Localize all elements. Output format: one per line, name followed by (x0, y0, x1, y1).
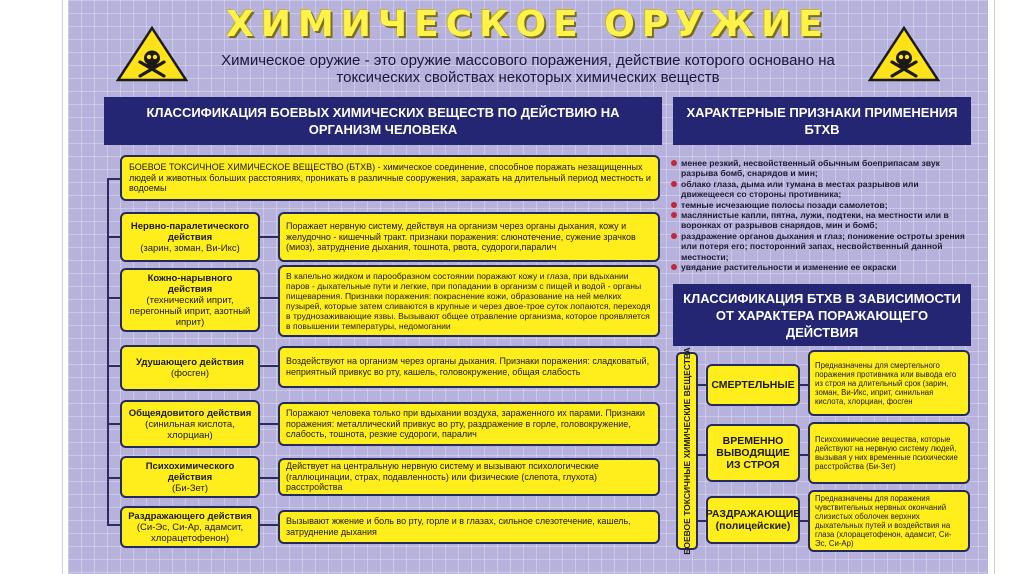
bullet-icon (671, 202, 677, 208)
sign-text: раздражение органов дыхания и глаз; понижение остроты зрения или потеря его; посторонний запах, несвойственный данной местности; (681, 230, 965, 262)
agent-name: Психохимического действия (145, 460, 235, 483)
tree-branch-line (107, 297, 120, 299)
list-item (671, 179, 971, 200)
signs-header: ХАРАКТЕРНЫЕ ПРИЗНАКИ ПРИМЕНЕНИЯ БТХВ (673, 97, 971, 145)
tree-branch-line (107, 178, 120, 180)
agent-examples: (Би-Зет) (171, 482, 209, 494)
bullet-icon (671, 233, 677, 239)
category-connector-line (800, 384, 808, 386)
agent-label-irritant (120, 506, 260, 548)
tree-branch-line (107, 477, 120, 479)
skull-hazard-icon (868, 26, 940, 82)
agent-examples: (фосген) (171, 368, 209, 379)
list-item (671, 158, 971, 179)
category-description-irritant: Предназначены для поражения чувствительных нервных окончаний слизистых оболочек верхних дыхательных путей и воздействия на глаза (хлорацетофенон, адамсит, Си-Эс, Си-Ар) (808, 490, 970, 552)
category-description-lethal: Предназначены для смертельного поражения противника или вывода его из строя на длительный срок (зарин, зоман, Ви-Икс, иприт, синильная кислота, хлорциан, фосген (808, 350, 970, 416)
list-item (671, 210, 971, 231)
agent-examples: (зарин, зоман, Ви-Икс) (140, 242, 240, 254)
agent-connector-line (260, 423, 278, 425)
agent-examples: (Си-Эс, Си-Ар, адамсит, хлорацетофенон) (136, 521, 244, 544)
agent-label-psycho (120, 456, 260, 498)
sign-text: увядание растительности и изменение ее окраски (681, 262, 897, 273)
category-connector-line (800, 520, 808, 522)
category-lethal: СМЕРТЕЛЬНЫЕ (706, 364, 800, 406)
sign-text: темные исчезающие полосы позади самолетов; (681, 199, 888, 210)
poster-subtitle: Химическое оружие - это оружие массового поражения, действие которого основано на токсических свойствах некоторых химических веществ (221, 52, 835, 86)
list-item (671, 200, 971, 210)
tree-branch-line (107, 236, 120, 238)
agent-examples: (синильная кислота, хлорциан) (145, 418, 235, 441)
tree-branch-line (107, 423, 120, 425)
sign-text: маслянистые капли, пятна, лужи, подтеки, на местности или в воронках от разрывов снарядов, мин и бомб; (681, 210, 949, 231)
bullet-icon (671, 212, 677, 218)
skull-hazard-icon (116, 26, 188, 82)
bullet-icon (671, 264, 677, 270)
category-description-incapacitating: Психохимические вещества, которые действуют на нервную систему людей, вызывая у них временные психические расстройства (Би-Зет) (808, 422, 970, 484)
sign-text: облако глаза, дыма или тумана в местах разрывов или движещееся со стороны противника; (681, 178, 919, 200)
agent-examples: (технический иприт, перегонный иприт, азотный иприт) (129, 294, 251, 328)
poster-title: ХИМИЧЕСКОЕ ОРУЖИЕ (226, 4, 830, 45)
agent-name: Нервно-паралетического действия (130, 220, 250, 243)
agent-description-irritant: Вызывают жжение и боль во рту, горле и в глазах, сильное слезотечение, кашель, затруднение дыхания (278, 510, 660, 544)
agent-label-blister (120, 268, 260, 332)
poster (68, 0, 988, 574)
vertical-label: БОЕВОЕ ТОКСИЧНЫЕ ХИМИЧЕСКИЕ ВЕЩЕСТВА (682, 347, 692, 555)
slide-left-border (62, 0, 63, 574)
agent-description-psycho: Действует на центральную нервную систему и вызывают психологические (галлюцинации, страх, подавленность) или физические (слепота, глухота) расстройства (278, 458, 660, 496)
agent-name: Кожно-нарывного действия (147, 272, 233, 295)
tree-branch-line (107, 524, 120, 526)
category-incapacitating: ВРЕМЕННО ВЫВОДЯЩИЕ ИЗ СТРОЯ (706, 424, 800, 482)
tree-branch-line (107, 365, 120, 367)
agent-description-choking: Воздействуют на организм через органы дыхания. Признаки поражения: сладковатый, неприятный привкус во рту, кашель, головокружение, общая слабость (278, 346, 660, 388)
agent-name: Раздражающего действия (128, 510, 252, 522)
agent-description-blood: Поражают человека только при вдыхании воздуха, зараженного их парами. Признаки поражения: металлический привкус во рту, раздражение в горле, головокружение, слабость, тошнота, резкие судороги, паралич (278, 402, 660, 446)
sign-text: менее резкий, несвойственный обычным боеприпасам звук разрыва бомб, снарядов и мин; (681, 158, 940, 179)
list-item (671, 231, 971, 262)
slide-right-border (994, 0, 995, 574)
agent-label-nerve (120, 212, 260, 262)
agent-connector-line (260, 477, 278, 479)
category-irritant: РАЗДРАЖАЮЩИЕ (полицейские) (706, 496, 800, 544)
agent-connector-line (260, 524, 278, 526)
agent-connector-line (260, 297, 278, 299)
agent-label-blood (120, 400, 260, 448)
category-connector-line (800, 454, 808, 456)
bullet-icon (671, 181, 677, 187)
agent-description-blister: В капельно жидком и парообразном состоянии поражают кожу и глаза, при вдыхании паров - дыхательные пути и легкие, при попадании в организм с пищей и водой - органы пищеварения. Признаки поражения: покраснение кожи, образование на ней мелких пузырей, которые затем сливаются в крупные и через двое-трое суток лопаются, переходя в труднозаживающие язвы. Вызывают общее отравление организма, которое проявляется в повышении температуры, недомогании (278, 265, 660, 337)
list-item (671, 262, 971, 272)
classification-header: КЛАССИФИКАЦИЯ БТХВ В ЗАВИСИМОСТИ ОТ ХАРАКТЕРА ПОРАЖАЮЩЕГО ДЕЙСТВИЯ (673, 284, 971, 346)
agent-name: Общеядовитого действия (128, 407, 252, 419)
signs-list (671, 158, 971, 272)
agent-label-choking (120, 345, 260, 391)
agent-description-nerve: Поражает нервную систему, действуя на организм через органы дыхания, кожу и желудочно - кишечный тракт. признаки поражения: слюнотечение, сужение зрачков (миоз), затруднение дыхания, тошнота, рвота, судороги,паралич (278, 212, 660, 262)
tree-branch-line (698, 384, 706, 386)
agent-connector-line (260, 236, 278, 238)
agent-connector-line (260, 365, 278, 367)
tree-branch-line (698, 454, 706, 456)
left-section-header: КЛАССИФИКАЦИЯ БОЕВЫХ ХИМИЧЕСКИХ ВЕЩЕСТВ ПО ДЕЙСТВИЮ НА ОРГАНИЗМ ЧЕЛОВЕКА (104, 97, 662, 145)
btxv-definition: БОЕВОЕ ТОКСИЧНОЕ ХИМИЧЕСКОЕ ВЕЩЕСТВО (БТХВ) - химическое соединение, способное поражать незащищенных людей и животных больших расстояниях, проникать в различные сооружения, заражать на длительный период местность и водоемы (120, 155, 660, 201)
bullet-icon (671, 160, 677, 166)
tree-trunk-line (107, 178, 109, 524)
vertical-label-box (676, 347, 698, 555)
agent-name: Удушающего действия (136, 357, 244, 368)
